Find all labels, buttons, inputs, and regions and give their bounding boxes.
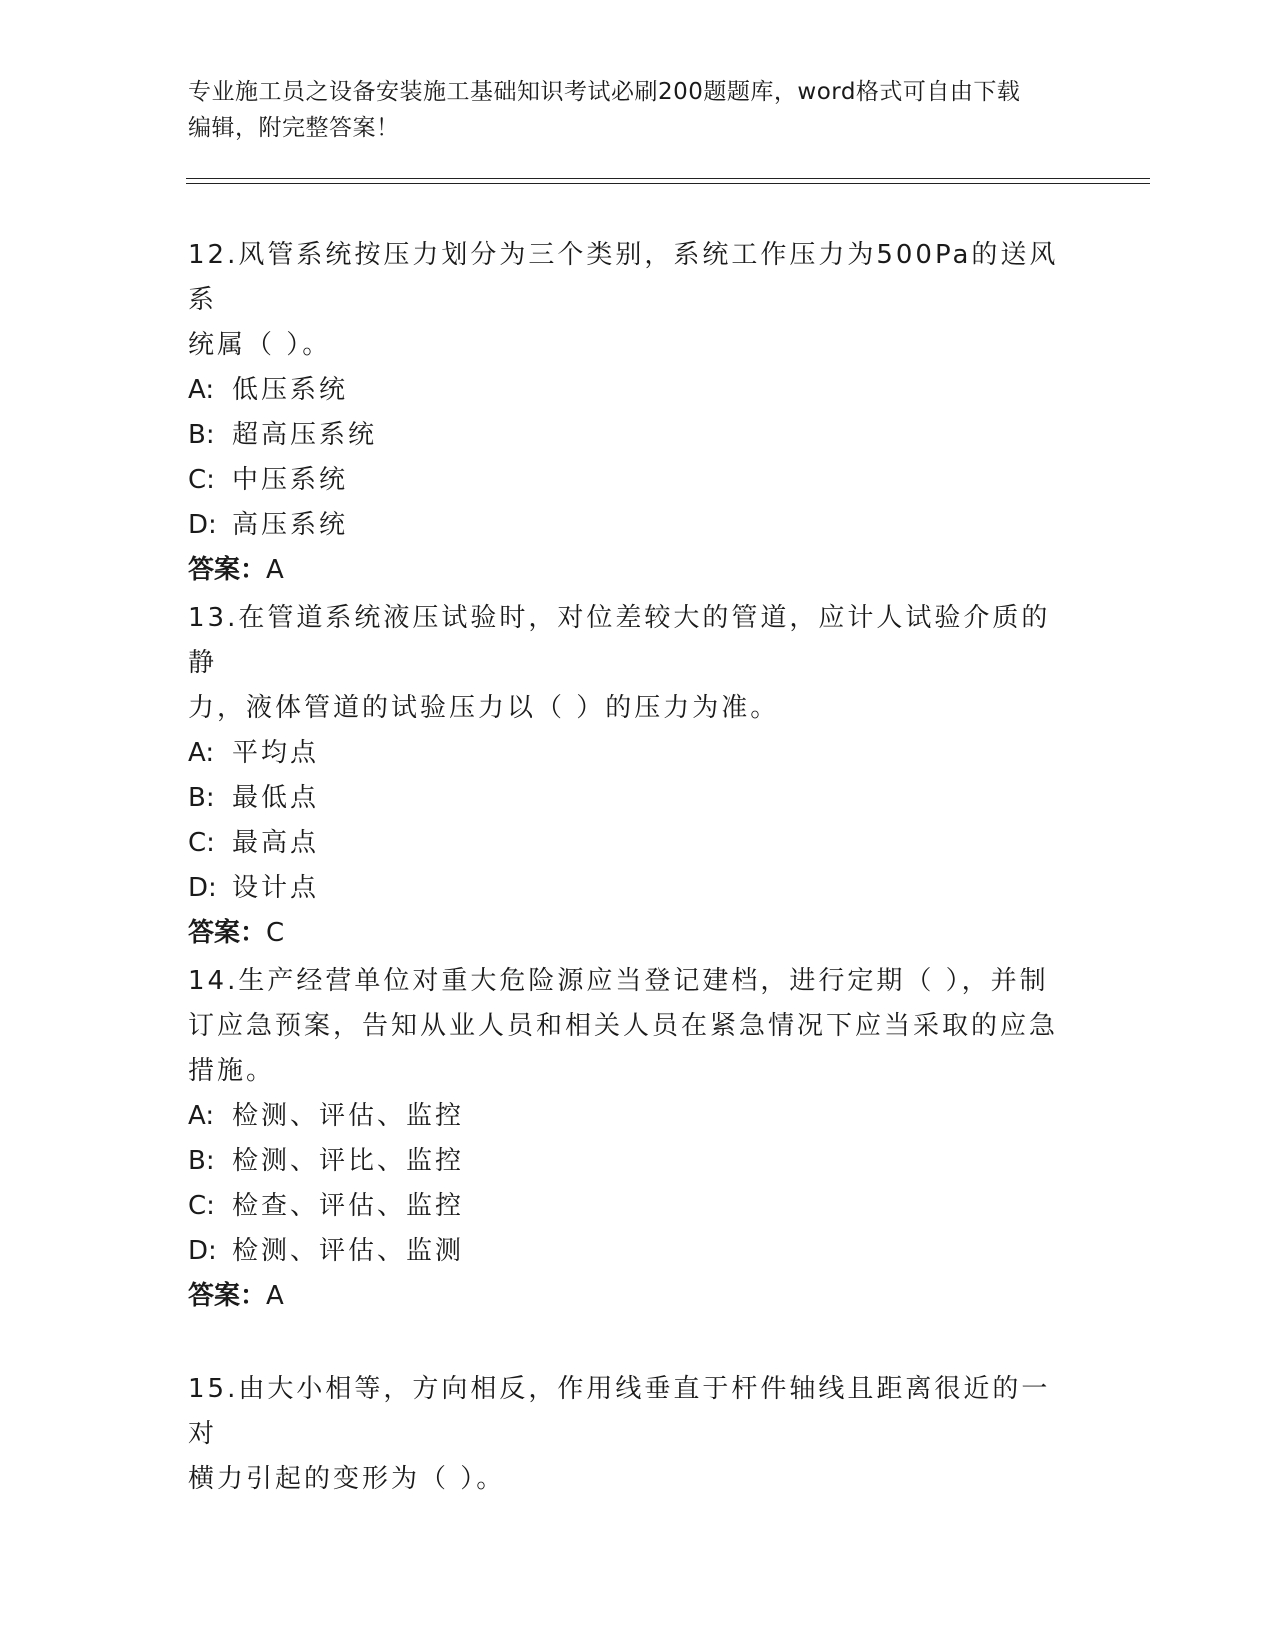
option-a (188, 731, 1068, 776)
answer-line (188, 911, 1068, 956)
option-text: 超高压系统 (232, 420, 378, 450)
option-a (188, 368, 1068, 413)
question-13 (188, 596, 1068, 956)
option-text: 检测、评估、监测 (232, 1236, 465, 1266)
option-key: A: (188, 738, 215, 768)
header-title-line-1: 专业施工员之设备安装施工基础知识考试必刷200题题库，word格式可自由下载 (188, 79, 1021, 105)
document-header (188, 74, 1068, 146)
option-key: C: (188, 828, 215, 858)
option-c (188, 821, 1068, 866)
answer-label: 答案： (188, 1281, 267, 1311)
question-text-line: 13.在管道系统液压试验时，对位差较大的管道，应计人试验介质的静 (188, 603, 1051, 678)
option-text: 中压系统 (232, 465, 349, 495)
option-key: A: (188, 375, 215, 405)
option-c (188, 1184, 1068, 1229)
answer-value: C (266, 918, 285, 948)
question-text-line: 力，液体管道的试验压力以（ ）的压力为准。 (188, 693, 780, 723)
header-divider-bottom (186, 183, 1150, 184)
option-d (188, 503, 1068, 548)
answer-label: 答案： (188, 918, 267, 948)
answer-line (188, 548, 1068, 593)
option-text: 检测、评比、监控 (232, 1146, 465, 1176)
option-key: C: (188, 465, 215, 495)
question-15 (188, 1367, 1068, 1502)
question-text-line: 订应急预案，告知从业人员和相关人员在紧急情况下应当采取的应急 (188, 1011, 1059, 1041)
option-text: 设计点 (232, 873, 320, 903)
question-14 (188, 959, 1068, 1319)
option-key: D: (188, 510, 217, 540)
option-text: 检测、评估、监控 (232, 1101, 465, 1131)
question-text-line: 15.由大小相等，方向相反，作用线垂直于杆件轴线且距离很近的一对 (188, 1374, 1051, 1449)
answer-value: A (266, 1281, 284, 1311)
answer-label: 答案： (188, 555, 267, 585)
option-key: D: (188, 1236, 217, 1266)
option-b (188, 1139, 1068, 1184)
option-text: 高压系统 (232, 510, 349, 540)
question-text-line: 12.风管系统按压力划分为三个类别，系统工作压力为500Pa的送风系 (188, 240, 1059, 315)
option-key: C: (188, 1191, 215, 1221)
option-text: 最低点 (232, 783, 320, 813)
option-text: 最高点 (232, 828, 320, 858)
option-text: 检查、评估、监控 (232, 1191, 465, 1221)
question-12 (188, 233, 1068, 593)
answer-line (188, 1274, 1068, 1319)
option-key: B: (188, 420, 215, 450)
question-text-line: 统属（ ）。 (188, 330, 332, 360)
option-b (188, 776, 1068, 821)
option-d (188, 866, 1068, 911)
question-text-line: 措施。 (188, 1056, 276, 1086)
option-text: 平均点 (232, 738, 320, 768)
option-b (188, 413, 1068, 458)
option-key: A: (188, 1101, 215, 1131)
question-text-line: 14.生产经营单位对重大危险源应当登记建档，进行定期（ ），并制 (188, 966, 1049, 996)
option-key: D: (188, 873, 217, 903)
option-d (188, 1229, 1068, 1274)
header-title-line-2: 编辑，附完整答案！ (188, 115, 400, 141)
answer-value: A (266, 555, 284, 585)
option-key: B: (188, 783, 215, 813)
question-text-line: 横力引起的变形为（ ）。 (188, 1464, 506, 1494)
option-c (188, 458, 1068, 503)
option-text: 低压系统 (232, 375, 349, 405)
option-a (188, 1094, 1068, 1139)
header-divider-top (186, 178, 1150, 179)
option-key: B: (188, 1146, 215, 1176)
